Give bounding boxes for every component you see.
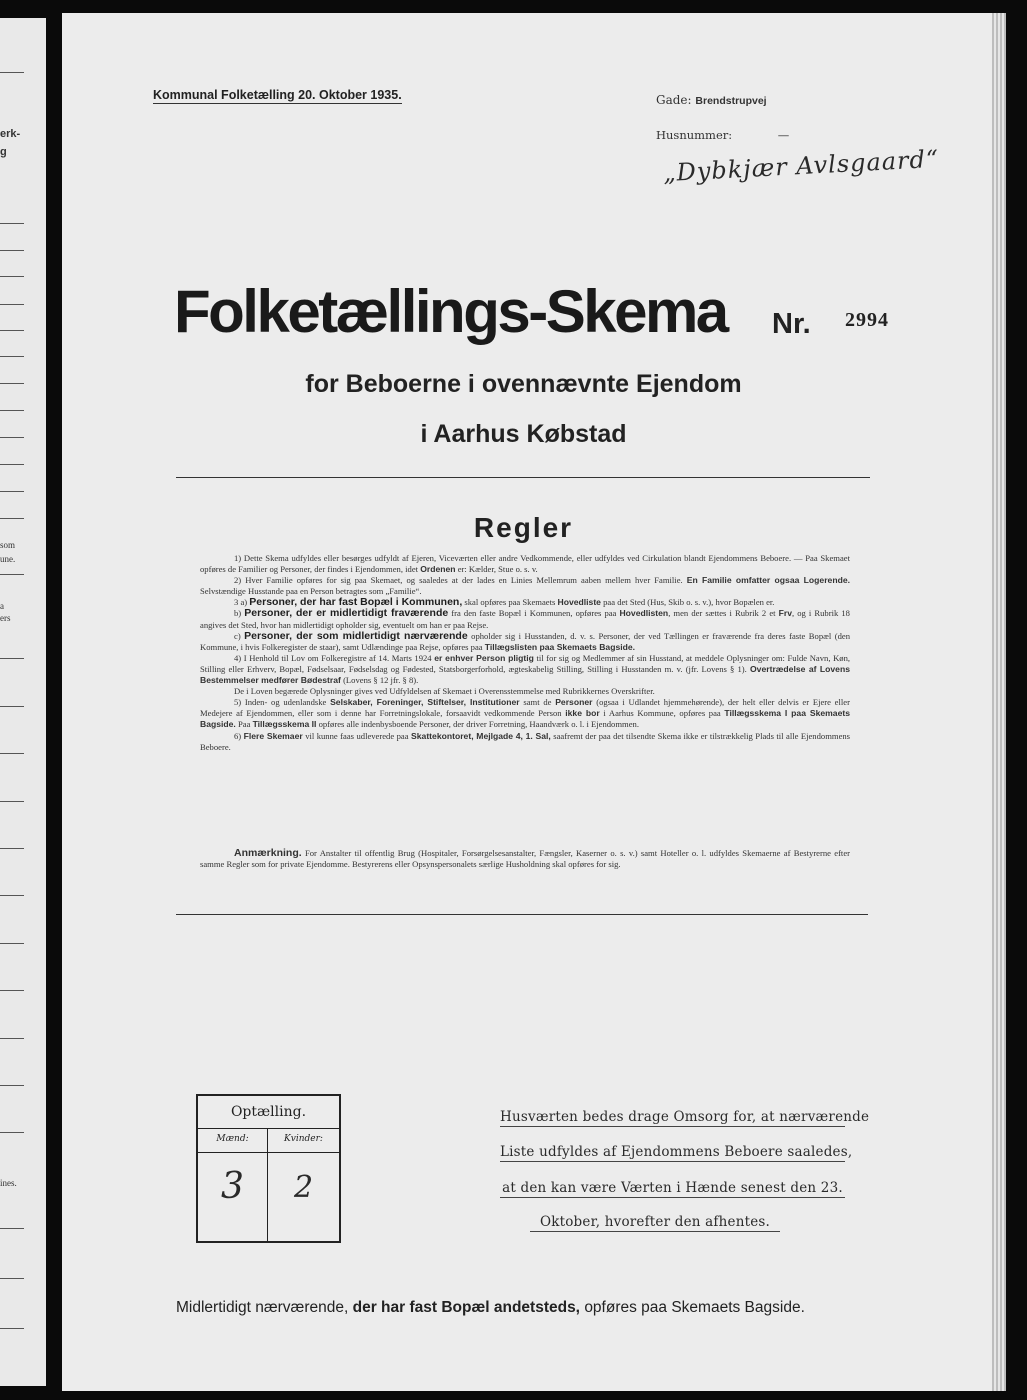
house-number-field — [656, 128, 789, 142]
rules-heading: Regler — [473, 512, 574, 543]
form-line — [0, 1328, 24, 1329]
landlord-notice-line: Husværten bedes drage Omsorg for, at nærværende — [500, 1109, 870, 1125]
rule-2: 2) Hver Familie opføres for sig paa Skemaet, og saaledes at der lades en Linies Mellemrum aaben mellem hver Familie. En Familie omfatter ogsaa Logerende. Selvstændige Husstande paa en Person betragtes som „Familie“. — [200, 575, 850, 597]
remark-label: Anmærkning. — [234, 847, 302, 859]
count-box-divider — [198, 1152, 339, 1153]
census-label: Kommunal Folketælling 20. Oktober 1935. — [153, 88, 402, 102]
form-line — [0, 464, 24, 465]
left-page-fragment: ines. — [0, 1178, 17, 1188]
form-line — [0, 706, 24, 707]
remark — [200, 848, 850, 870]
form-title: Folketællings-Skema — [174, 278, 727, 345]
handwritten-property-name: „Dybkjær Avlsgaard“ — [662, 144, 940, 188]
rule-3b: b) Personer, der er midlertidigt fraværende fra den faste Bopæl i Kommunen, opføres paa Hovedlisten, men der sættes i Rubrik 2 et Frv, og i Rubrik 18 angives det Sted, hvor han midlertidigt opholder sig, eventuelt om han er paa Rejse. — [200, 607, 850, 630]
form-line — [0, 753, 24, 754]
rule-1: 1) Dette Skema udfyldes eller besørges udfyldt af Ejeren, Viceværten eller andre Vedkommende, eller udfyldes ved Cirkulation blandt Ejendommens Beboere. — Paa Skemaet opføres de Familier og Personer, der findes i Ejendommen, idet Ordenen er: Kælder, Stue o. s. v. — [200, 553, 850, 575]
left-page-fragment: g — [0, 146, 7, 158]
form-line — [0, 1038, 24, 1039]
rule-4-note: De i Loven begærede Oplysninger gives ved Udfyldelsen af Skemaet i Overensstemmelse med Rubrikkernes Overskrifter. — [234, 686, 655, 697]
women-label: Kvinder: — [284, 1134, 323, 1144]
footer-emphasis: der har fast Bopæl andetsteds, — [352, 1299, 580, 1316]
form-line — [0, 848, 24, 849]
rule-6: 6) Flere Skemaer vil kunne faas udleverede paa Skattekontoret, Mejlgade 4, 1. Sal, saafremt der paa det tilsendte Skema ikke er tilstrækkelig Plads til alle Ejendommens Beboere. — [200, 730, 851, 752]
form-line — [0, 223, 24, 224]
form-number-label: Nr. — [772, 308, 811, 340]
form-number-value: 2994 — [845, 309, 889, 331]
rule-5: 5) Inden- og udenlandske Selskaber, Foreninger, Stiftelser, Institutioner samt de Personer (ogsaa i Udlandet hjemmehørende), der helt eller delvis er Ejere eller Medejere af Ejendommen, eller som i denne har Forretningslokale, forsaavidt vedkommende Person ikke bor i Aarhus Kommune, opføres paa Tillægsskema I paa Skemaets Bagside. Paa Tillægsskema II opføres alle indenbysboende Personer, der driver Forretning, Haandværk o. l. i Ejendommen. — [200, 697, 850, 730]
form-line — [0, 356, 24, 357]
form-line — [0, 276, 24, 277]
left-page-fragment: a — [0, 601, 4, 611]
form-line — [0, 574, 24, 575]
form-line — [0, 1132, 24, 1133]
street-value: Brendstrupvej — [695, 95, 767, 107]
left-page-fragment: som — [0, 540, 16, 550]
form-line — [0, 72, 24, 73]
form-line — [0, 990, 24, 991]
form-line — [0, 1228, 24, 1229]
street-label: Gade: — [656, 93, 692, 107]
form-line — [0, 1278, 24, 1279]
footer-text: opføres paa Skemaets Bagside. — [584, 1299, 805, 1316]
form-line — [0, 801, 24, 802]
men-label: Mænd: — [216, 1134, 249, 1144]
page-stack-edge — [992, 13, 1006, 1391]
form-subtitle: for Beboerne i ovennævnte Ejendom — [305, 370, 742, 398]
form-line — [0, 943, 24, 944]
left-page-fragment: erk- — [0, 128, 21, 140]
form-line — [0, 330, 24, 331]
street-field — [656, 93, 767, 107]
form-line — [0, 250, 24, 251]
divider — [176, 914, 868, 915]
form-line — [0, 658, 24, 659]
divider — [176, 477, 870, 478]
house-number-value: — — [777, 128, 790, 142]
rule-4: 4) I Henhold til Lov om Folkeregistre af 14. Marts 1924 er enhver Person pligtig til for sig og Medlemmer af sin Husstand, at meddele Oplysninger om: Fulde Navn, Køn, Stilling eller Erhverv, Bopæl, Fødselsaar, Fødselsdag og Fødested, Statsborgerforhold, ægteskabelig Stilling, Stilling i Husstanden m. v. (jfr. Lovens § 1). Overtrædelse af Lovens Bestemmelser medfører Bødestraf (Lovens § 12 jfr. § 8). — [200, 652, 851, 686]
left-page-fragment: une. — [0, 554, 16, 564]
rule-3c: c) Personer, der som midlertidigt nærværende opholder sig i Husstanden, d. v. s. Personer, der ved Tællingen er fraværende fra deres faste Bopæl (den Kommune, i hvis Folkeregister de staar), samt Udlændinge paa Rejse, opføres paa Tillægslisten paa Skemaets Bagside. — [200, 629, 850, 652]
form-line — [0, 895, 24, 896]
form-line — [0, 410, 24, 411]
form-line — [0, 491, 24, 492]
remark-text: For Anstalter til offentlig Brug (Hospitaler, Forsørgelsesanstalter, Fængsler, Kaserner o. s. v.) samt Hoteller o. l. udfyldes Skemaerne af Bestyrerne efter samme Regler som for private Ejendomme. Bestyrerens eller Opsynspersonalets særlige Husholdning skal opføres for sig. — [200, 848, 850, 870]
rules-text — [200, 553, 850, 753]
count-box — [196, 1094, 341, 1243]
women-count: 2 — [293, 1170, 314, 1205]
form-subtitle-location: i Aarhus Købstad — [420, 420, 627, 448]
form-line — [0, 1085, 24, 1086]
footer-text: Midlertidigt nærværende, — [176, 1299, 349, 1316]
landlord-notice-line: Liste udfyldes af Ejendommens Beboere saaledes, — [500, 1144, 853, 1160]
left-page-fragment: ers — [0, 613, 11, 623]
left-page-strip — [0, 18, 46, 1386]
men-count: 3 — [221, 1166, 244, 1207]
landlord-notice-line: Oktober, hvorefter den afhentes. — [530, 1214, 780, 1232]
count-box-title: Optælling. — [198, 1096, 339, 1129]
footer-note — [176, 1299, 805, 1317]
rule-3a: 3 a) Personer, der har fast Bopæl i Kommunen, skal opføres paa Skemaets Hovedliste paa det Sted (Hus, Skib o. s. v.), hvor Bopælen er. — [234, 596, 775, 609]
form-line — [0, 304, 24, 305]
landlord-notice-line: at den kan være Værten i Hænde senest den 23. — [500, 1180, 845, 1198]
house-number-label: Husnummer: — [656, 128, 733, 142]
